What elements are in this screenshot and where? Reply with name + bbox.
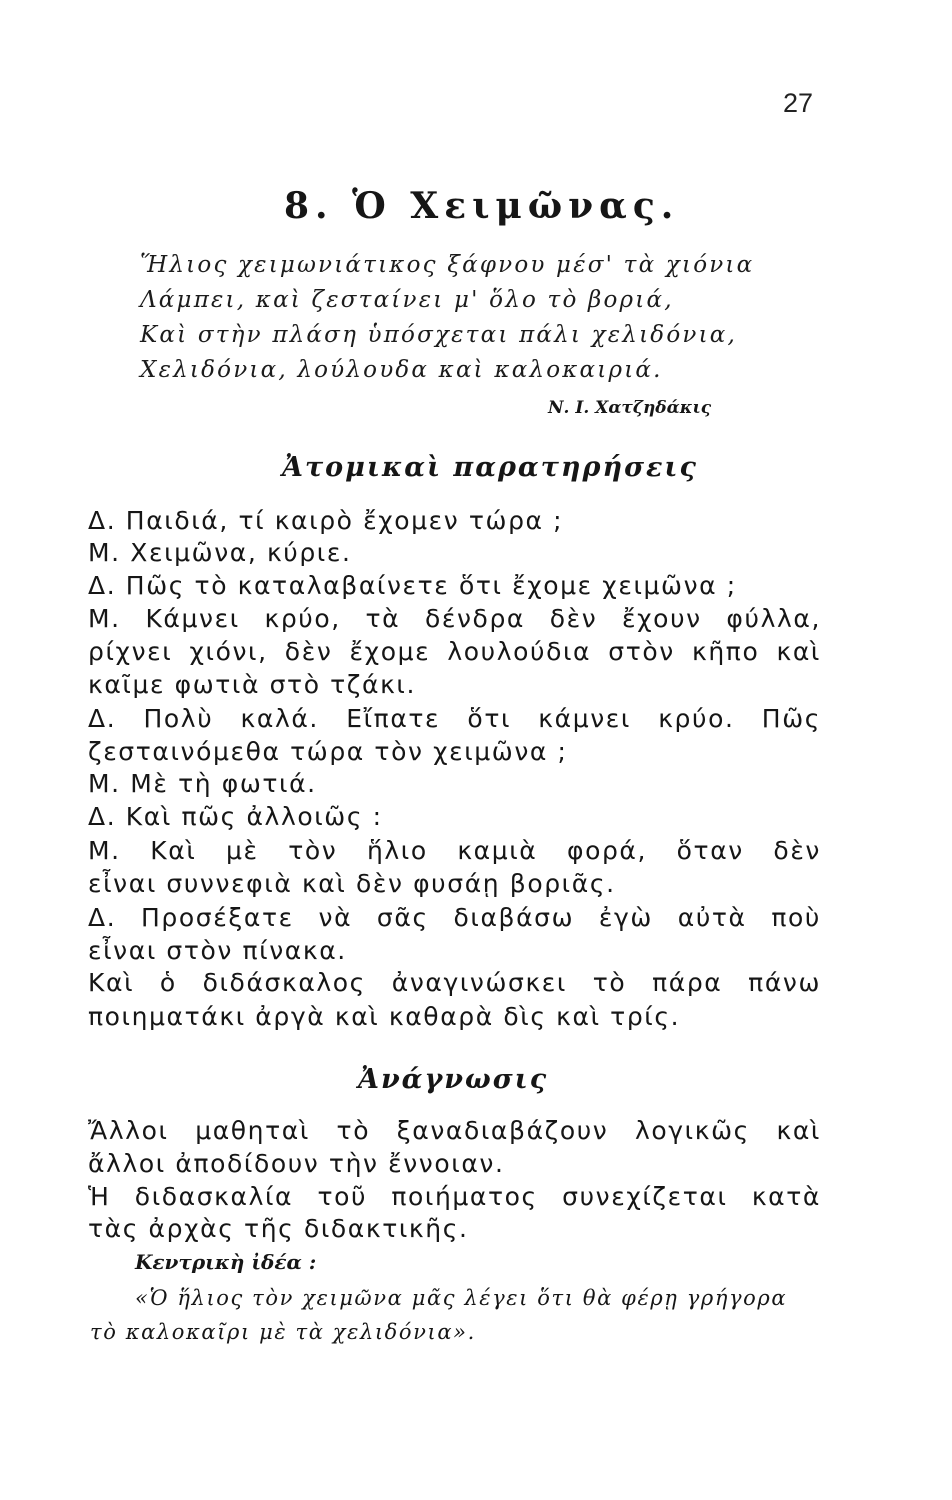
- poem-line: Ἥλιος χειμωνιάτικος ξάφνου μέσ' τὰ χιόνια: [140, 252, 755, 278]
- dialogue-line: Δ. Πῶς τὸ καταλαβαίνετε ὅτι ἔχομε χειμῶνα ;: [88, 571, 737, 600]
- dialogue-line: εἶναι στὸν πίνακα.: [88, 936, 347, 965]
- page-number: 27: [783, 88, 814, 118]
- dialogue-line: Μ. Καὶ μὲ τὸν ἥλιο καμιὰ φορά, ὅταν δὲν: [88, 836, 821, 865]
- dialogue-line: Δ. Παιδιά, τί καιρὸ ἔχομεν τώρα ;: [88, 506, 564, 535]
- poem-line: Χελιδόνια, λούλουδα καὶ καλοκαιριά.: [140, 357, 663, 383]
- section-heading: Ἀτομικαὶ παρατηρήσεις: [282, 452, 698, 483]
- poem-line: Λάμπει, καὶ ζεσταίνει μ' ὅλο τὸ βοριά,: [140, 287, 674, 313]
- dialogue-line: Μ. Χειμῶνα, κύριε.: [88, 538, 352, 567]
- dialogue-line: ρίχνει χιόνι, δὲν ἔχομε λουλούδια στὸν κῆπο καὶ: [88, 637, 821, 666]
- central-idea-line: «Ὁ ἥλιος τὸν χειμῶνα μᾶς λέγει ὅτι θὰ φέρῃ γρήγορα: [135, 1286, 788, 1310]
- dialogue-line: Μ. Μὲ τὴ φωτιά.: [88, 769, 317, 798]
- dialogue-line: Δ. Προσέξατε νὰ σᾶς διαβάσω ἐγὼ αὐτὰ ποὺ: [88, 903, 821, 932]
- paragraph-line: τὰς ἀρχὰς τῆς διδακτικῆς.: [88, 1214, 469, 1243]
- paragraph-line: ἄλλοι ἀποδίδουν τὴν ἔννοιαν.: [88, 1149, 505, 1178]
- paragraph-line: Ἡ διδασκαλία τοῦ ποιήματος συνεχίζεται κατὰ: [88, 1182, 821, 1211]
- dialogue-line: ποιηματάκι ἀργὰ καὶ καθαρὰ δὶς καὶ τρίς.: [88, 1002, 681, 1031]
- dialogue-line: Δ. Καὶ πῶς ἀλλοιῶς :: [88, 802, 383, 831]
- dialogue-line: Δ. Πολὺ καλά. Εἴπατε ὅτι κάμνει κρύο. Πῶς: [88, 704, 821, 733]
- poem-author: Ν. Ι. Χατζηδάκις: [548, 398, 712, 418]
- chapter-title: 8. Ὁ Χειμῶνας.: [284, 185, 680, 227]
- poem-line: Καὶ στὴν πλάση ὑπόσχεται πάλι χελιδόνια,: [140, 322, 738, 348]
- dialogue-line: καῖμε φωτιὰ στὸ τζάκι.: [88, 670, 417, 699]
- central-idea-line: τὸ καλοκαῖρι μὲ τὰ χελιδόνια».: [90, 1320, 476, 1344]
- dialogue-line: ζεσταινόμεθα τώρα τὸν χειμῶνα ;: [88, 737, 568, 766]
- dialogue-line: Μ. Κάμνει κρύο, τὰ δένδρα δὲν ἔχουν φύλλα,: [88, 604, 821, 633]
- section-heading: Ἀνάγνωσις: [358, 1064, 549, 1095]
- paragraph-line: Ἄλλοι μαθηταὶ τὸ ξαναδιαβάζουν λογικῶς καὶ: [88, 1116, 821, 1145]
- dialogue-line: εἶναι συννεφιὰ καὶ δὲν φυσάῃ βοριᾶς.: [88, 869, 616, 898]
- dialogue-line: Καὶ ὁ διδάσκαλος ἀναγινώσκει τὸ πάρα πάνω: [88, 968, 821, 997]
- central-idea-label: Κεντρικὴ ἰδέα :: [135, 1250, 317, 1274]
